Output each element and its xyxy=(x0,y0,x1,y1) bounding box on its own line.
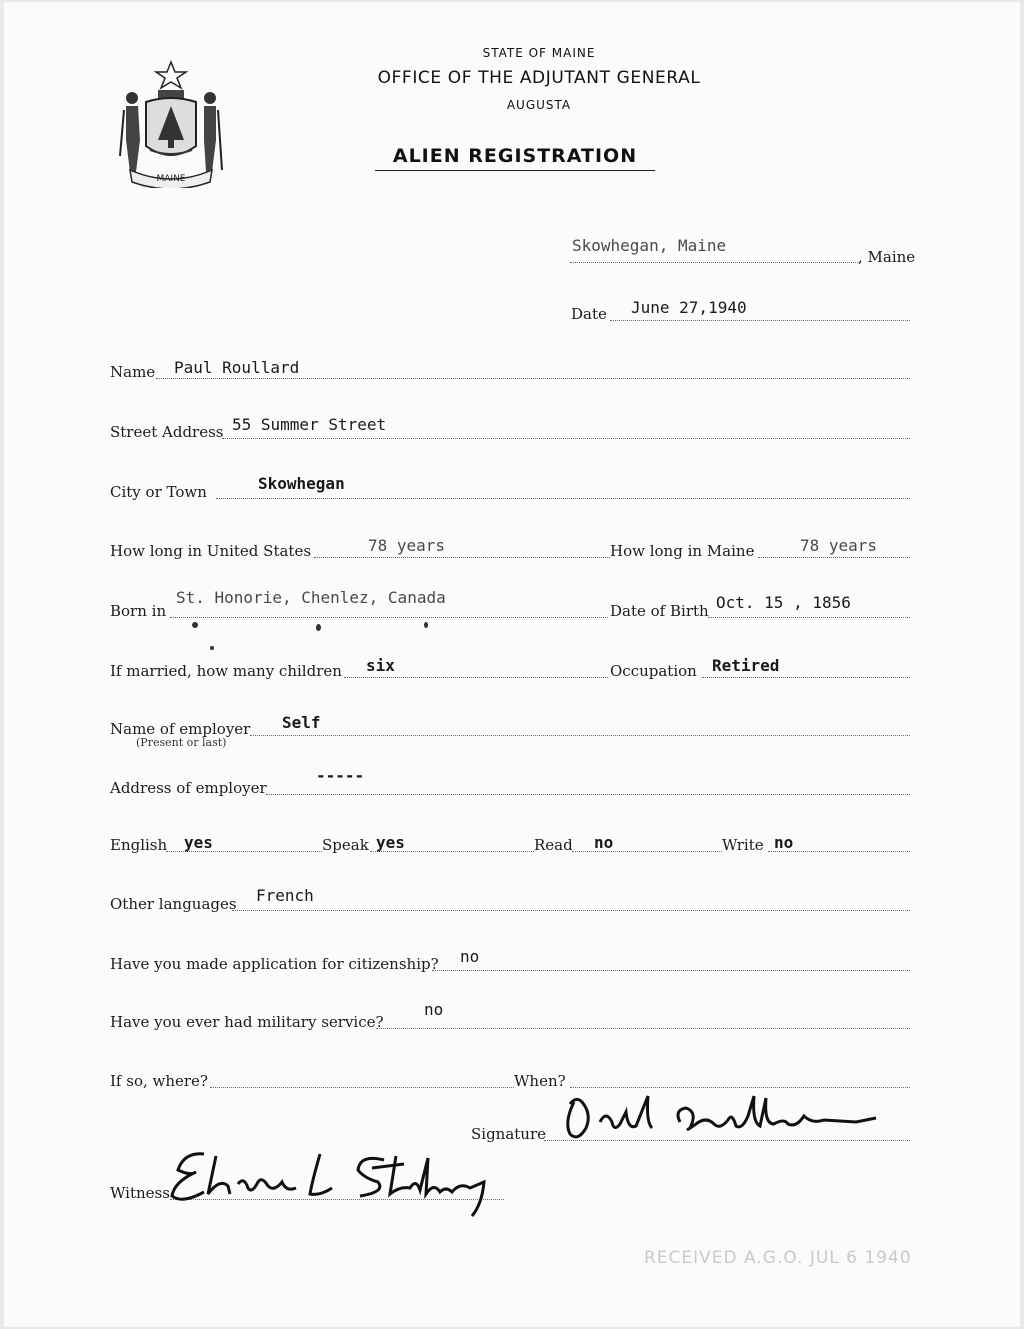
children-label: If married, how many children xyxy=(110,662,342,680)
seal-text: MAINE xyxy=(156,174,186,184)
other-languages-value: French xyxy=(256,886,314,905)
employer-address-line xyxy=(266,794,910,795)
place-value: Skowhegan, Maine xyxy=(572,236,727,255)
years-maine-label: How long in Maine xyxy=(610,542,755,560)
name-label: Name xyxy=(110,363,156,381)
date-label: Date xyxy=(571,305,607,323)
street-label: Street Address xyxy=(110,423,224,441)
occupation-line xyxy=(702,677,910,678)
english-label: English xyxy=(110,836,168,854)
state-heading: STATE OF MAINE xyxy=(482,46,596,60)
dob-value: Oct. 15 , 1856 xyxy=(716,593,851,612)
citizenship-value: no xyxy=(460,947,480,966)
years-us-value: 78 years xyxy=(368,536,446,555)
years-us-line xyxy=(314,557,610,558)
name-value: Paul Roullard xyxy=(174,358,300,377)
born-in-label: Born in xyxy=(110,602,167,620)
where-line xyxy=(210,1087,514,1088)
speak-value: yes xyxy=(376,833,405,852)
when-label: When? xyxy=(514,1072,566,1090)
employer-value: Self xyxy=(282,713,321,732)
place-suffix: , Maine xyxy=(858,248,916,266)
citizenship-line xyxy=(432,970,910,971)
military-label: Have you ever had military service? xyxy=(110,1013,384,1031)
where-label: If so, where? xyxy=(110,1072,208,1090)
years-maine-value: 78 years xyxy=(800,536,878,555)
employer-sublabel: (Present or last) xyxy=(136,736,227,749)
witness-label: Witness xyxy=(110,1184,170,1202)
city-value: Skowhegan xyxy=(258,474,345,493)
name-line xyxy=(156,378,910,379)
write-value: no xyxy=(774,833,794,852)
citizenship-label: Have you made application for citizenship? xyxy=(110,955,439,973)
ink-spot xyxy=(424,622,428,628)
ink-spot xyxy=(316,624,321,631)
registration-form-page xyxy=(4,2,1020,1327)
signature-handwriting xyxy=(556,1082,896,1146)
city-heading: AUGUSTA xyxy=(506,98,572,112)
ink-spot xyxy=(192,622,198,628)
city-line xyxy=(216,498,910,499)
form-title: ALIEN REGISTRATION xyxy=(375,145,655,171)
other-languages-label: Other languages xyxy=(110,895,237,913)
state-seal-icon xyxy=(116,60,226,188)
military-line xyxy=(376,1028,910,1029)
street-value: 55 Summer Street xyxy=(232,415,387,434)
read-label: Read xyxy=(534,836,573,854)
occupation-label: Occupation xyxy=(610,662,697,680)
occupation-value: Retired xyxy=(712,656,780,675)
office-heading: OFFICE OF THE ADJUTANT GENERAL xyxy=(377,68,701,88)
dob-label: Date of Birth xyxy=(610,602,709,620)
ink-spot xyxy=(210,646,214,650)
years-us-label: How long in United States xyxy=(110,542,312,560)
witness-signature-handwriting xyxy=(164,1142,504,1222)
military-value: no xyxy=(424,1000,444,1019)
employer-line xyxy=(250,735,910,736)
employer-address-label: Address of employer xyxy=(110,779,267,797)
read-value: no xyxy=(594,833,614,852)
speak-label: Speak xyxy=(322,836,369,854)
place-line xyxy=(570,262,860,263)
years-maine-line xyxy=(758,557,910,558)
employer-label: Name of employer xyxy=(110,720,251,738)
employer-address-value: ----- xyxy=(316,766,365,785)
english-value: yes xyxy=(184,833,213,852)
date-value: June 27,1940 xyxy=(631,298,747,317)
date-line xyxy=(610,320,910,321)
dob-line xyxy=(708,617,910,618)
city-label: City or Town xyxy=(110,483,207,501)
other-languages-line xyxy=(232,910,910,911)
children-value: six xyxy=(366,656,395,675)
children-line xyxy=(344,677,608,678)
signature-label: Signature xyxy=(471,1125,547,1143)
born-in-line xyxy=(170,617,608,618)
write-label: Write xyxy=(722,836,764,854)
born-in-value: St. Honorie, Chenlez, Canada xyxy=(176,588,446,607)
street-line xyxy=(222,438,910,439)
received-stamp: RECEIVED A.G.O. JUL 6 1940 xyxy=(644,1248,912,1268)
